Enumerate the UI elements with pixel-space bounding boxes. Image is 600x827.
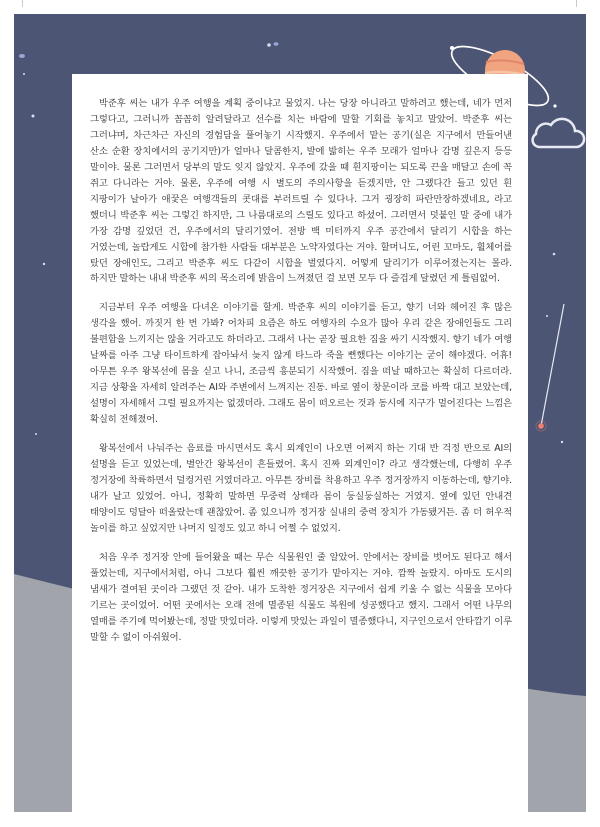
paragraph: 박준후 씨는 내가 우주 여행을 계획 중이냐고 물었지. 나는 당장 아니라고 말하려고 했는데, 네가 먼저 그렇다고, 그러니까 꼼꼼히 알려달라고 선수를 치는 바람에 말할 기회를 놓치고 말았어. 박준후 씨는 그러냐며, 차근차근 자신의 경험담을 풀어놓기 시작했지. 우주에서 맡는 공기(실은 지구에서 만들어낸 산소 순환 장치에서의 공기지만)가 얼마나 달콤한지, 발에 밟히는 우주 모래가 얼마나 감명 깊은지 등등 말이야. 물론 그러면서 당부의 말도 잊지 않았지. 우주에 갔을 때 흰지팡이는 되도록 끈을 매달고 손에 꼭 쥐고 다니라는 거야. 물론, 우주에 여행 시 별도의 주의사항을 듣겠지만, 안 그랬다간 들고 있던 흰 지팡이가 날아가 애꿎은 여행객들의 콧대를 부러트릴 수 있다나. 그거 굉장히 파란만장하겠네요, 라고 했더니 박준후 씨는 그렇긴 하지만, 그 나름대로의 스릴도 있다고 하셨어. 그러면서 덧붙인 말 중에 내가 가장 감명 깊었던 건, 우주에서의 달리기였어. 전방 백 미터까지 우주 공간에서 달리기 시합을 하는 거였는데, 놀랍게도 시합에 참가한 사람들 대부분은 노약자였다는 거야. 할머니도, 어린 꼬마도, 휠체어를 탔던 장애인도, 그리고 박준후 씨도 다같이 시합을 벌였다지. 어떻게 달리기가 이루어졌는지는 몰라. 하지만 말하는 내내 박준후 씨의 목소리에 밝음이 느껴졌던 걸 보면 모두 다 즐겁게 달렸던 게 틀림없어. <box>90 98 512 285</box>
cloud-icon <box>533 119 584 147</box>
margin-mark <box>576 0 577 7</box>
margin-mark <box>22 0 23 7</box>
paragraph: 왕복선에서 나눠주는 음료를 마시면서도 혹시 외계인이 나오면 어쩌지 하는 기대 반 걱정 반으로 AI의 설명을 듣고 있었는데, 별안간 왕복선이 흔들렸어. 혹시 진짜 외계인이? 라고 생각했는데, 다행히 우주 정거장에 착륙하면서 덜컹거린 거였더라고. 아무튼 장비를 착용하고 우주 정거장까지 이동하는데, 향기야. 내가 날고 있었어. 아니, 정확히 말하면 무중력 상태라 몸이 둥실둥실하는 거였지. 옆에 있던 안내견 태양이도 덩달아 떠올랐는데 괜찮았어. 좀 있으니까 정거장 실내의 중력 장치가 가동됐거든. 좀 더 허우적 놀이를 하고 싶었지만 나머지 일정도 있고 하니 어쩔 수 없었지. <box>90 443 512 534</box>
small-planet-icon <box>19 54 25 58</box>
shooting-star-icon <box>536 304 564 431</box>
document-page <box>72 74 528 812</box>
space-illustration-background <box>14 14 586 812</box>
paragraph: 처음 우주 정거장 안에 들어왔을 때는 무슨 식물원인 줄 알았어. 안에서는 장비를 벗어도 된다고 해서 풀었는데, 지구에서처럼, 아니 그보다 훨씬 깨끗한 공기가 맡아지는 거야. 깜짝 놀랐지. 아마도 도시의 냄새가 결여된 곳이라 그랬던 것 같아. 내가 도착한 정거장은 지구에서 쉽게 키울 수 없는 식물을 모아다 기르는 곳이었어. 어떤 곳에서는 오래 전에 멸종된 식물도 복원에 성공했다고 했지. 그래서 어떤 나무의 열매를 주기에 먹어봤는데, 정말 맛있더라. 이렇게 맛있는 과일이 멸종했다니, 지구인으로서 안타깝기 이루 말할 수 없이 아쉬웠어. <box>90 551 512 643</box>
small-planet-icon <box>274 42 279 46</box>
paragraph: 지금부터 우주 여행을 다녀온 이야기를 할게. 박준후 씨의 이야기를 듣고, 향기 너와 헤어진 후 많은 생각을 했어. 까짓거 한 번 가봐? 어차피 요즘은 하도 여행자의 수요가 많아 우리 같은 장애인들도 그리 불편함을 느끼지는 않을 거라고도 하더라고. 그래서 나는 곧장 필요한 짐을 싸기 시작했지. 향기 네가 여행 날짜를 아주 그냥 타이트하게 잡아놔서 늦지 않게 타느라 죽을 뻔했다는 이야기는 굳이 해야겠다. 어휴! 아무튼 우주 왕복선에 몸을 싣고 나니, 조금씩 흥분되기 시작했어. 짐을 떠날 때하고는 확실히 다르더라. 지금 상황을 자세히 알려주는 AI와 주변에서 느껴지는 진동. 바로 옆이 창문이라 코를 바짝 대고 보았는데, 설명이 자세해서 그럴 필요까지는 없겠더라. 그래도 몸이 떠오르는 것과 동시에 지구가 멀어진다는 느낌은 확실히 전해졌어. <box>90 302 512 426</box>
